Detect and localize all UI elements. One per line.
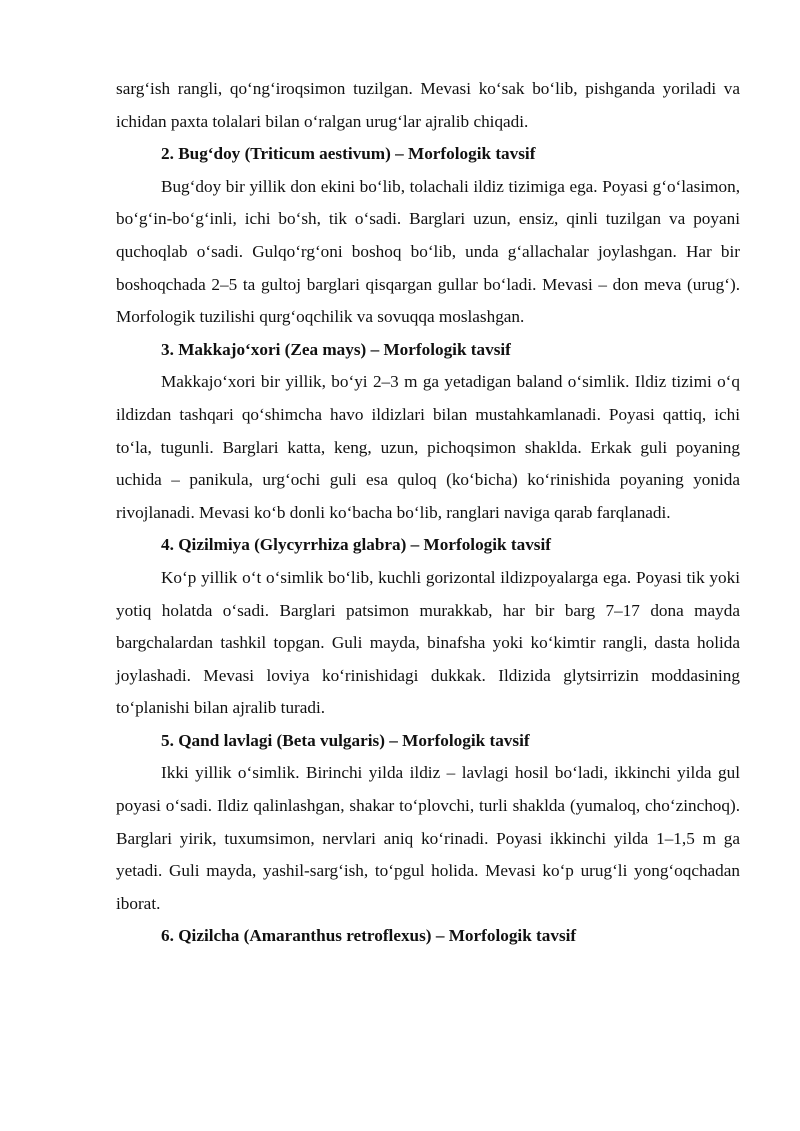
paragraph-cotton-continuation: sarg‘ish rangli, qo‘ng‘iroqsimon tuzilgan. Mevasi ko‘sak bo‘lib, pishganda yoriladi va ichidan paxta tolalari bilan o‘ralgan urug‘lar ajralib chiqadi. [116, 79, 740, 131]
heading-amaranth: 6. Qizilcha (Amaranthus retroflexus) – Morfologik tavsif [161, 926, 577, 946]
heading-maize: 3. Makkajo‘xori (Zea mays) – Morfologik tavsif [161, 339, 511, 359]
paragraph-licorice: Ko‘p yillik o‘t o‘simlik bo‘lib, kuchli gorizontal ildizpoyalarga ega. Poyasi tik yoki yotiq holatda o‘sadi. Barglari patsimon murakkab, har bir barg 7–17 dona mayda bargchalardan tashkil topgan. Guli mayda, binafsha yoki ko‘kimtir rangli, dasta holida joylashadi. Mevasi loviya ko‘rinishidagi dukkak. Ildizida glytsirrizin moddasining to‘planishi bilan ajralib turadi. [116, 567, 740, 718]
heading-licorice: 4. Qizilmiya (Glycyrrhiza glabra) – Morfologik tavsif [161, 535, 551, 555]
heading-sugar-beet: 5. Qand lavlagi (Beta vulgaris) – Morfologik tavsif [161, 730, 530, 750]
paragraph-wheat: Bug‘doy bir yillik don ekini bo‘lib, tolachali ildiz tizimiga ega. Poyasi g‘o‘lasimon, bo‘g‘in-bo‘g‘inli, ichi bo‘sh, tik o‘sadi. Barglari uzun, ensiz, qinli tuzilgan va poyani quchoqlab o‘sadi. Gulqo‘rg‘oni boshoq bo‘lib, unda g‘allachalar joylashgan. Har bir boshoqchada 2–5 ta gultoj barglari qisqargan gullar bo‘ladi. Mevasi – don meva (urug‘). Morfologik tuzilishi qurg‘oqchilik va sovuqqa moslashgan. [116, 176, 740, 327]
paragraph-maize: Makkajo‘xori bir yillik, bo‘yi 2–3 m ga yetadigan baland o‘simlik. Ildiz tizimi o‘q ildizdan tashqari qo‘shimcha havo ildizlari bilan mustahkamlanadi. Poyasi qattiq, ichi to‘la, tugunli. Barglari katta, keng, uzun, pichoqsimon shaklda. Erkak guli poyaning uchida – panikula, urg‘ochi guli esa quloq (ko‘bicha) ko‘rinishida poyaning yonida rivojlanadi. Mevasi ko‘b donli ko‘bacha bo‘lib, ranglari naviga qarab farqlanadi. [116, 372, 740, 522]
paragraph-sugar-beet: Ikki yillik o‘simlik. Birinchi yilda ildiz – lavlagi hosil bo‘ladi, ikkinchi yilda gul poyasi o‘sadi. Ildiz qalinlashgan, shakar to‘plovchi, turli shaklda (yumaloq, cho‘zinchoq). Barglari yirik, tuxumsimon, nervlari aniq ko‘rinadi. Poyasi ikkinchi yilda 1–1,5 m ga yetadi. Guli mayda, yashil-sarg‘ish, to‘pgul holida. Mevasi ko‘p urug‘li yong‘oqchadan iborat. [116, 763, 740, 913]
heading-wheat: 2. Bug‘doy (Triticum aestivum) – Morfologik tavsif [161, 144, 536, 164]
